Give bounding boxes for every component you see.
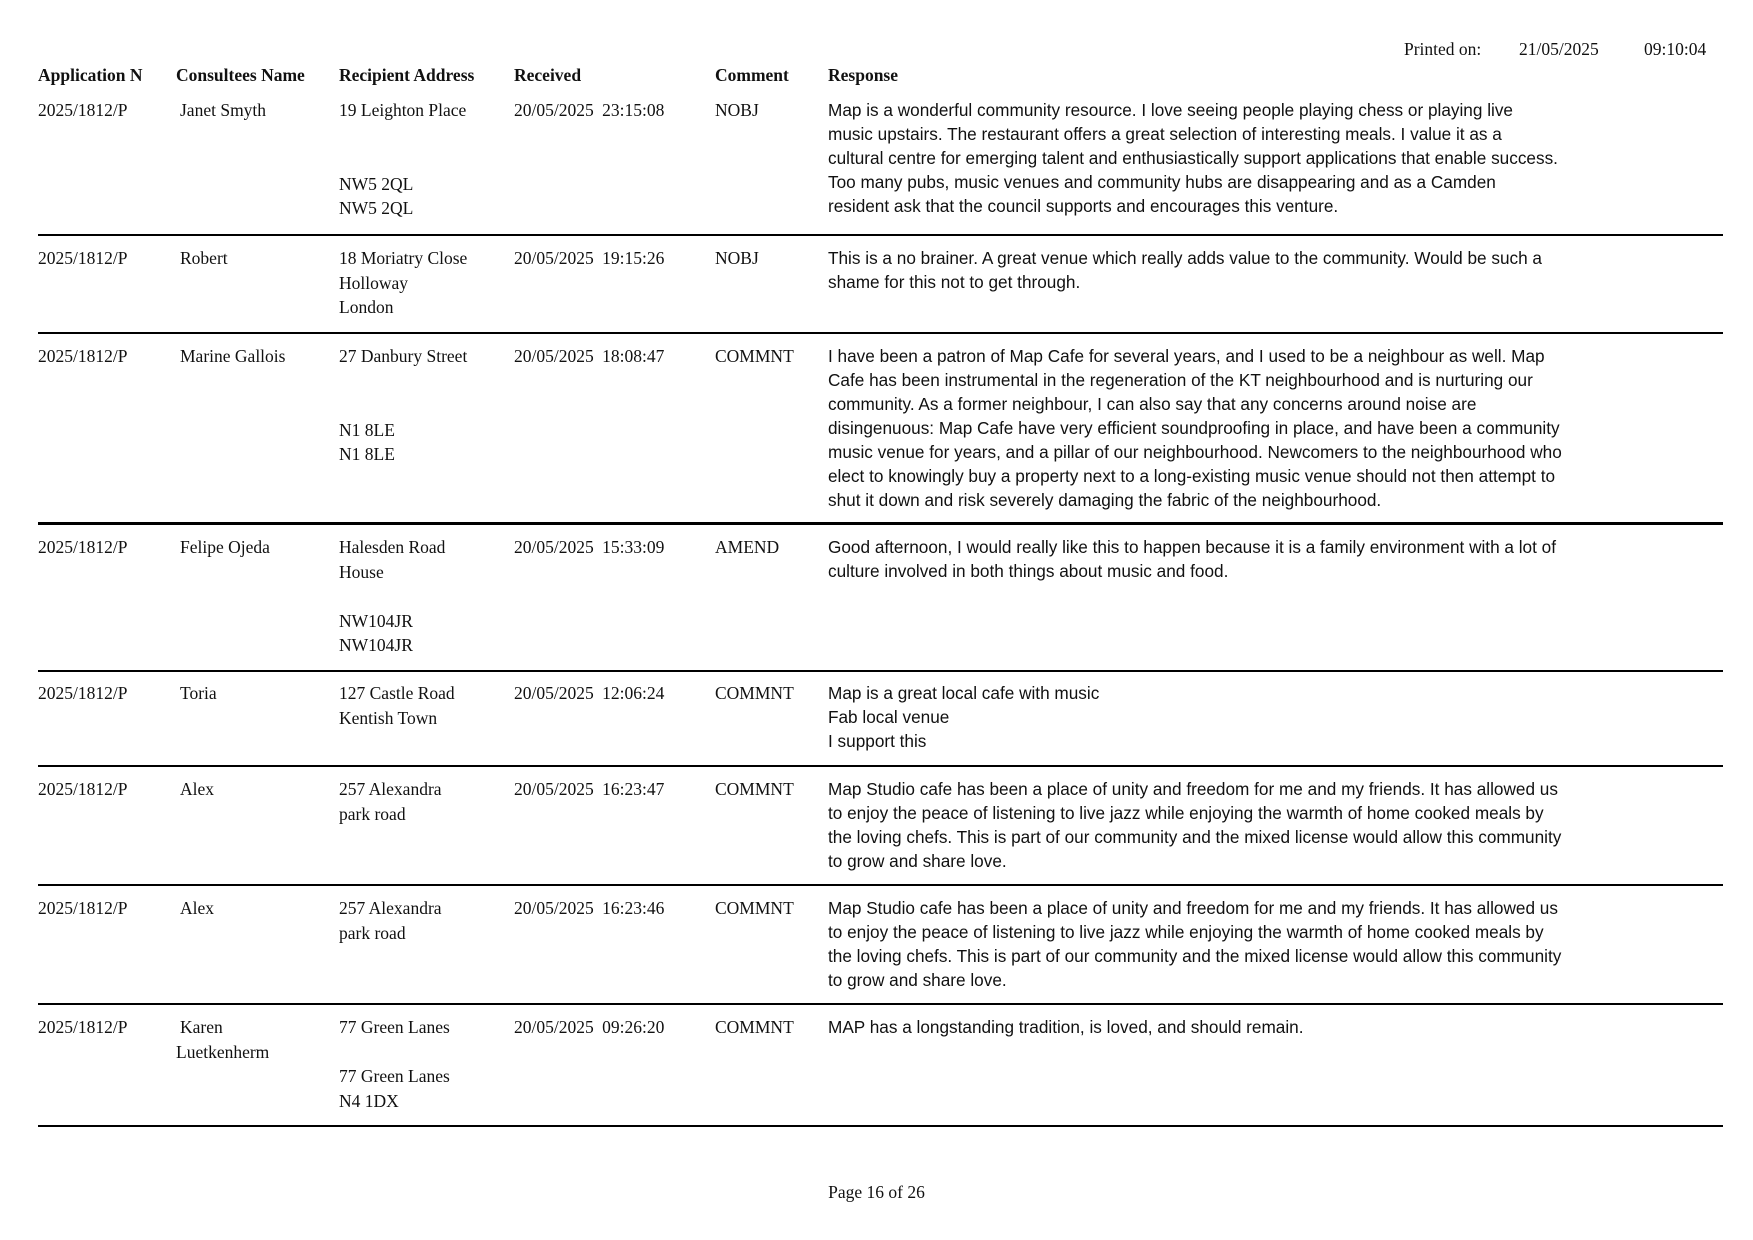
application-number: 2025/1812/P: [38, 248, 128, 268]
address-line: 27 Danbury Street: [339, 346, 468, 366]
page-number: Page 16 of 26: [828, 1182, 925, 1202]
response-line: resident ask that the council supports and encourages this venture.: [828, 196, 1339, 216]
table-row: [38, 767, 1723, 886]
recipient-address: [339, 896, 442, 945]
application-number: 2025/1812/P: [38, 779, 128, 799]
address-line: London: [339, 297, 394, 317]
response-line: the loving chefs. This is part of our community and the mixed license would allow this community: [828, 946, 1562, 966]
table-row: [38, 1005, 1723, 1127]
recipient-address: [339, 681, 455, 730]
received-datetime: 20/05/2025 15:33:09: [514, 537, 665, 557]
header-comment: Comment: [715, 65, 789, 85]
response-line: Map Studio cafe has been a place of unity and freedom for me and my friends. It has allowed us: [828, 779, 1558, 799]
header-application: Application N: [38, 65, 143, 85]
consultee-name: [176, 1015, 269, 1064]
response-line: Map is a wonderful community resource. I love seeing people playing chess or playing live: [828, 100, 1513, 120]
response-text: [828, 896, 1668, 992]
comment-type: NOBJ: [715, 248, 759, 268]
response-text: [828, 246, 1668, 294]
recipient-address: [339, 98, 466, 221]
received-datetime: 20/05/2025 19:15:26: [514, 248, 665, 268]
response-line: MAP has a longstanding tradition, is loved, and should remain.: [828, 1017, 1304, 1037]
address-line: NW104JR: [339, 635, 413, 655]
address-line: 77 Green Lanes: [339, 1017, 450, 1037]
address-line: Holloway: [339, 272, 409, 293]
comment-type: COMMNT: [715, 683, 794, 703]
comment-type: COMMNT: [715, 1017, 794, 1037]
header-received: Received: [514, 65, 582, 85]
response-text: [828, 777, 1668, 873]
response-line: I support this: [828, 731, 927, 751]
recipient-address: [339, 1015, 450, 1113]
consultee-name: Robert: [180, 248, 228, 268]
address-line: Halesden Road: [339, 537, 446, 557]
received-datetime: 20/05/2025 18:08:47: [514, 346, 665, 366]
response-text: [828, 98, 1668, 218]
address-line: N1 8LE: [339, 419, 395, 440]
comment-type: COMMNT: [715, 898, 794, 918]
consultee-name-line: Karen: [180, 1017, 223, 1037]
consultee-name: Alex: [180, 779, 215, 799]
response-line: Map is a great local cafe with music: [828, 683, 1100, 703]
address-line: [339, 584, 445, 609]
comment-type: COMMNT: [715, 346, 794, 366]
header-consultee: Consultees Name: [176, 65, 305, 85]
recipient-address: [339, 246, 467, 320]
application-number: 2025/1812/P: [38, 100, 128, 120]
received-datetime: 20/05/2025 23:15:08: [514, 100, 665, 120]
address-line: NW5 2QL: [339, 173, 414, 194]
address-line: [339, 147, 466, 172]
response-line: the loving chefs. This is part of our community and the mixed license would allow this community: [828, 827, 1562, 847]
response-line: to grow and share love.: [828, 970, 1007, 990]
printed-label: Printed on:: [1404, 39, 1482, 59]
address-line: 18 Moriatry Close: [339, 248, 468, 268]
table-row: [38, 671, 1723, 767]
address-line: 127 Castle Road: [339, 683, 455, 703]
application-number: 2025/1812/P: [38, 683, 128, 703]
application-number: 2025/1812/P: [38, 537, 128, 557]
received-datetime: 20/05/2025 16:23:46: [514, 898, 665, 918]
address-line: N1 8LE: [339, 444, 395, 464]
address-line: park road: [339, 922, 406, 943]
comment-type: COMMNT: [715, 779, 794, 799]
address-line: NW104JR: [339, 610, 413, 631]
response-line: elect to knowingly buy a property next to a long-existing music venue should not then attempt to: [828, 466, 1556, 486]
response-line: Fab local venue: [828, 707, 950, 727]
response-line: Cafe has been instrumental in the regeneration of the KT neighbourhood and is nurturing our: [828, 370, 1533, 390]
application-number: 2025/1812/P: [38, 898, 128, 918]
address-line: Kentish Town: [339, 707, 438, 728]
consultee-name: Alex: [180, 898, 215, 918]
printed-date: 21/05/2025: [1519, 39, 1599, 59]
response-line: music venue for years, and a pillar of our neighbourhood. Newcomers to the neighbourhood who: [828, 442, 1562, 462]
response-line: shame for this not to get through.: [828, 272, 1081, 292]
response-line: Too many pubs, music venues and community hubs are disappearing and as a Camden: [828, 172, 1496, 192]
address-line: [339, 393, 467, 418]
consultee-name: Marine Gallois: [180, 346, 286, 366]
consultee-name: Felipe Ojeda: [180, 537, 270, 557]
response-text: [828, 1015, 1668, 1039]
address-line: park road: [339, 803, 406, 824]
recipient-address: [339, 535, 445, 658]
response-line: to enjoy the peace of listening to live jazz while enjoying the warmth of home cooked meals by: [828, 922, 1544, 942]
response-line: music upstairs. The restaurant offers a great selection of interesting meals. I value it as a: [828, 124, 1502, 144]
address-line: N4 1DX: [339, 1090, 399, 1111]
table-row: [38, 88, 1723, 236]
address-line: 257 Alexandra: [339, 898, 442, 918]
response-text: [828, 535, 1668, 583]
table-row: [38, 334, 1723, 525]
header-address: Recipient Address: [339, 65, 475, 85]
received-datetime: 20/05/2025 09:26:20: [514, 1017, 665, 1037]
response-line: culture involved in both things about music and food.: [828, 561, 1229, 581]
response-line: to grow and share love.: [828, 851, 1007, 871]
address-line: [339, 369, 467, 394]
table-row: [38, 236, 1723, 334]
consultee-name-line: Luetkenherm: [176, 1041, 270, 1062]
address-line: NW5 2QL: [339, 198, 414, 218]
comment-type: NOBJ: [715, 100, 759, 120]
received-datetime: 20/05/2025 12:06:24: [514, 683, 665, 703]
response-line: This is a no brainer. A great venue which really adds value to the community. Would be such a: [828, 248, 1542, 268]
response-line: Good afternoon, I would really like this to happen because it is a family environment with a lot of: [828, 537, 1557, 557]
consultee-name: Toria: [180, 683, 217, 703]
application-number: 2025/1812/P: [38, 346, 128, 366]
table-row: [38, 525, 1723, 672]
response-line: I have been a patron of Map Cafe for several years, and I used to be a neighbour as well. Map: [828, 346, 1545, 366]
response-line: disingenuous: Map Cafe have very efficient soundproofing in place, and have been a community: [828, 418, 1560, 438]
received-datetime: 20/05/2025 16:23:47: [514, 779, 665, 799]
printed-time: 09:10:04: [1644, 39, 1707, 59]
response-text: [828, 681, 1668, 753]
response-line: cultural centre for emerging talent and enthusiastically support applications that enable success.: [828, 148, 1558, 168]
recipient-address: [339, 777, 442, 826]
recipient-address: [339, 344, 467, 467]
response-line: to enjoy the peace of listening to live jazz while enjoying the warmth of home cooked meals by: [828, 803, 1544, 823]
address-line: House: [339, 561, 384, 582]
address-line: 77 Green Lanes: [339, 1066, 450, 1086]
consultee-name: Janet Smyth: [180, 100, 267, 120]
response-text: [828, 344, 1668, 512]
comment-type: AMEND: [715, 537, 780, 557]
address-line: 257 Alexandra: [339, 779, 442, 799]
response-line: community. As a former neighbour, I can also say that any concerns around noise are: [828, 394, 1477, 414]
address-line: [339, 1040, 450, 1065]
application-number: 2025/1812/P: [38, 1017, 128, 1037]
response-line: Map Studio cafe has been a place of unity and freedom for me and my friends. It has allowed us: [828, 898, 1558, 918]
address-line: 19 Leighton Place: [339, 100, 467, 120]
table-row: [38, 886, 1723, 1005]
header-response: Response: [828, 65, 899, 85]
response-line: shut it down and risk severely damaging the fabric of the neighbourhood.: [828, 490, 1382, 510]
address-line: [339, 123, 466, 148]
